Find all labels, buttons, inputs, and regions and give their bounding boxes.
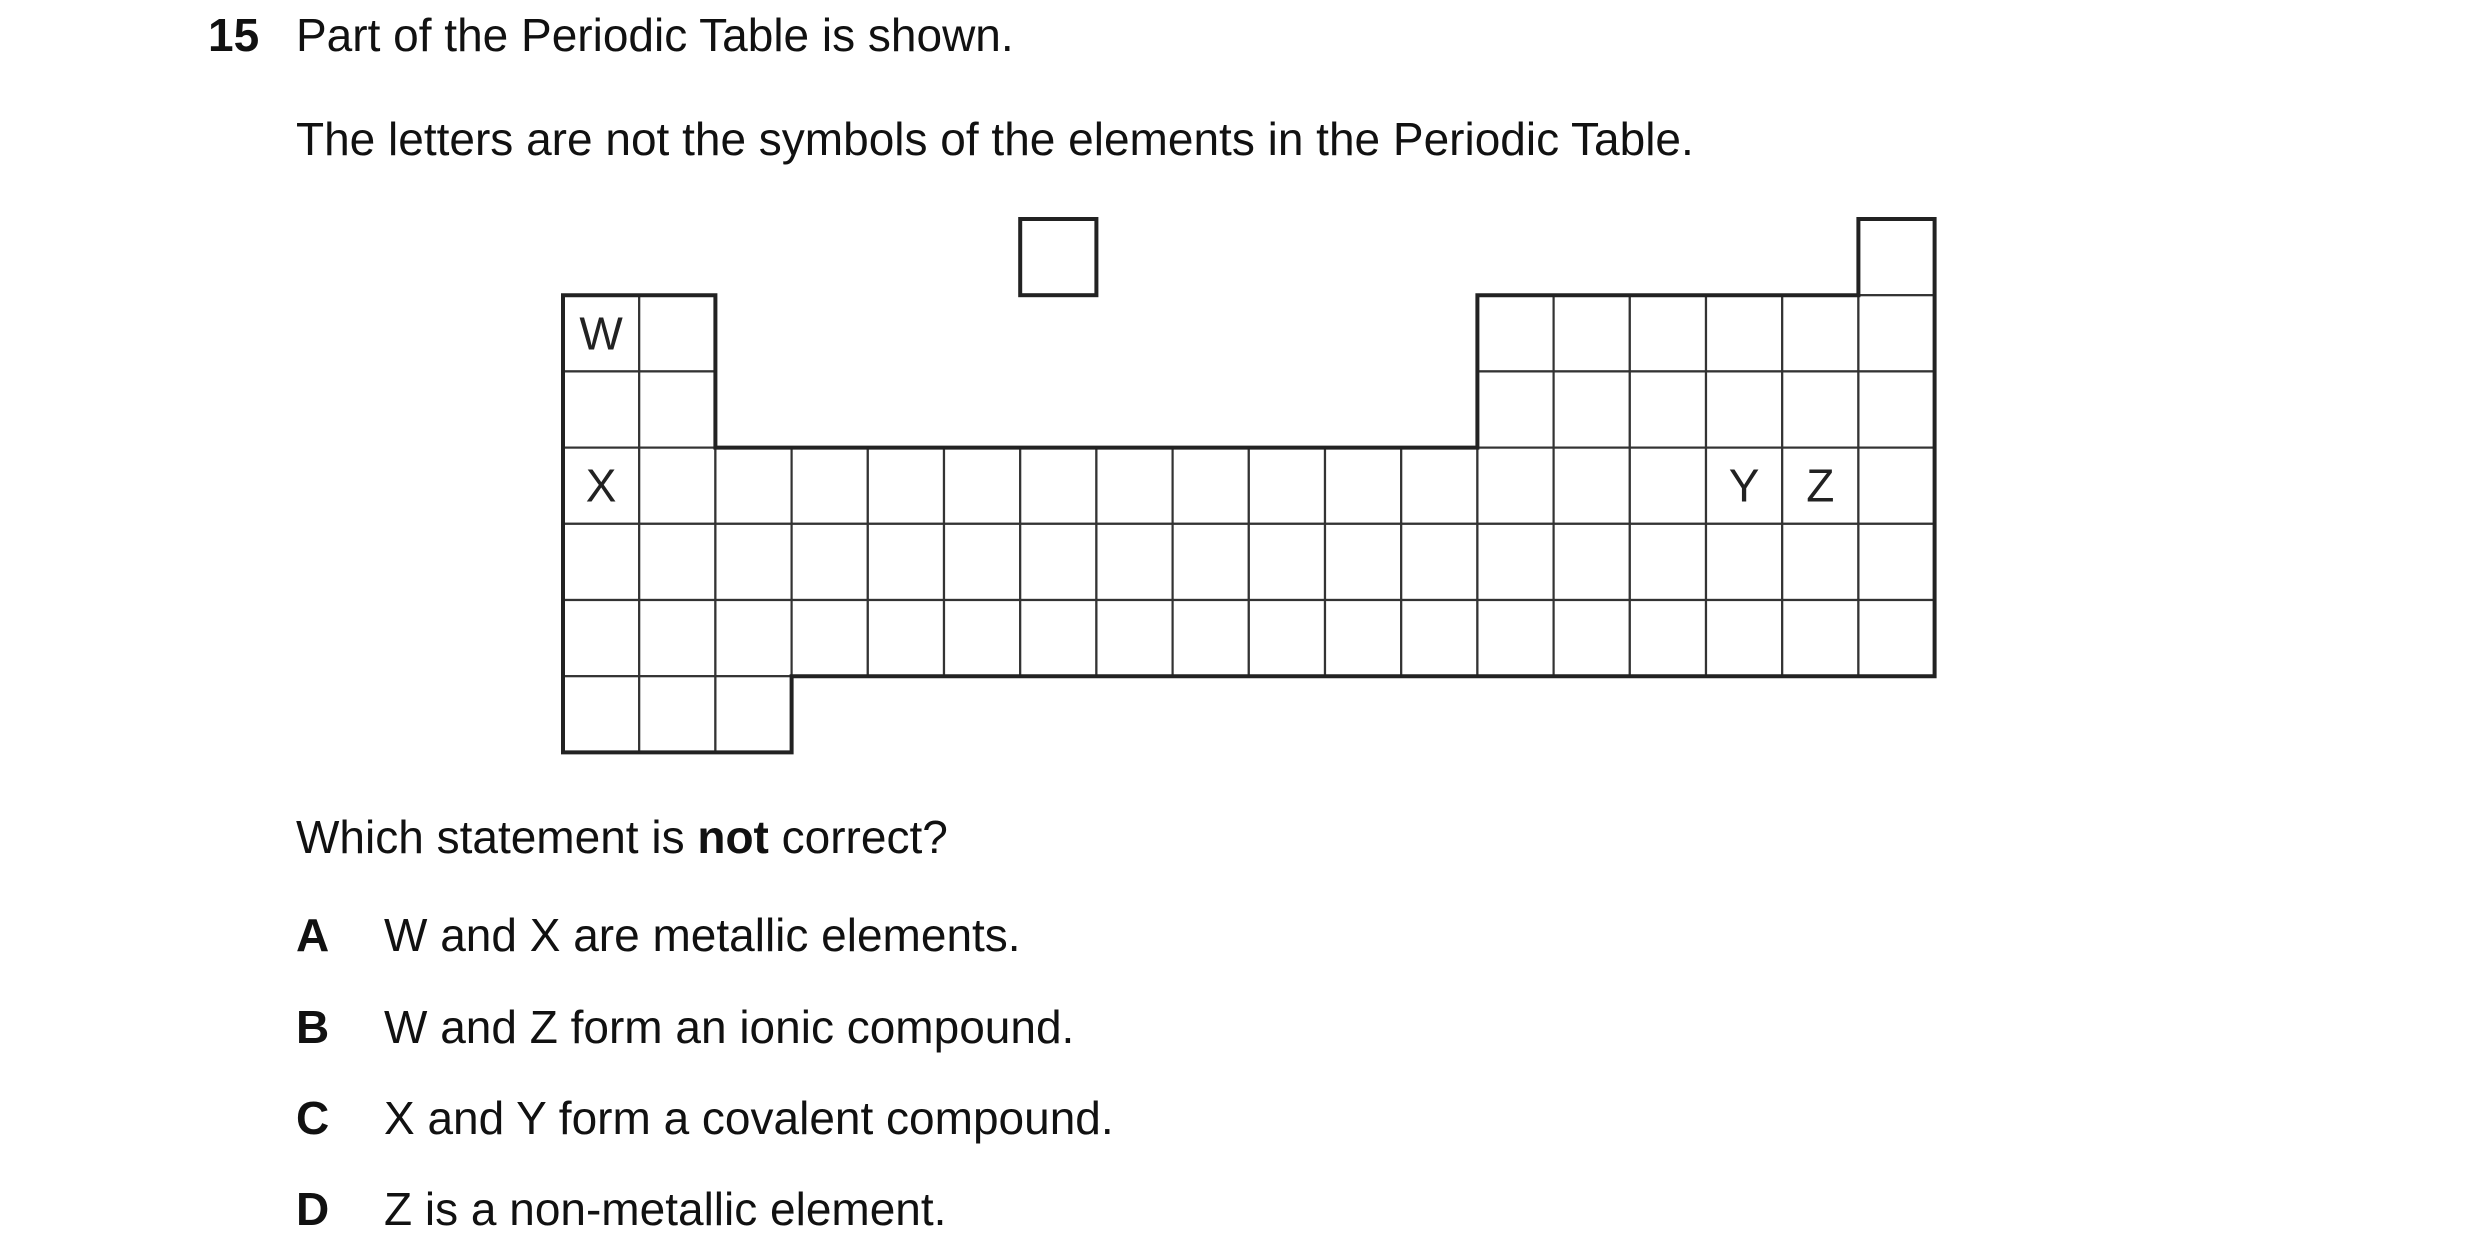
table-cell bbox=[563, 676, 639, 752]
table-cell bbox=[792, 448, 868, 524]
option-text: W and X are metallic elements. bbox=[384, 909, 1021, 961]
table-cell bbox=[1401, 600, 1477, 676]
table-cell bbox=[1858, 219, 1934, 295]
table-cell bbox=[639, 524, 715, 600]
table-cell bbox=[1782, 524, 1858, 600]
table-cell bbox=[1096, 448, 1172, 524]
option-text: X and Y form a covalent compound. bbox=[384, 1092, 1114, 1144]
table-cell bbox=[1096, 600, 1172, 676]
table-cell bbox=[563, 600, 639, 676]
question-prompt bbox=[296, 810, 948, 864]
table-cell bbox=[1858, 524, 1934, 600]
table-cell bbox=[1554, 371, 1630, 447]
table-cell bbox=[715, 524, 791, 600]
table-cell bbox=[1173, 524, 1249, 600]
table-cell bbox=[1020, 219, 1096, 295]
table-cell bbox=[1554, 600, 1630, 676]
table-cell bbox=[1858, 371, 1934, 447]
table-cell bbox=[1477, 448, 1553, 524]
table-cell bbox=[639, 676, 715, 752]
table-cell bbox=[1630, 600, 1706, 676]
option-letter: D bbox=[296, 1183, 330, 1235]
table-cell bbox=[944, 524, 1020, 600]
table-cell bbox=[1249, 600, 1325, 676]
table-cell bbox=[1782, 295, 1858, 371]
table-cell bbox=[1020, 524, 1096, 600]
element-letter-y: Y bbox=[1728, 459, 1760, 512]
element-letter-x: X bbox=[585, 459, 617, 512]
table-cell bbox=[1706, 524, 1782, 600]
option-letter: A bbox=[296, 909, 330, 961]
table-cell bbox=[1477, 524, 1553, 600]
table-cell bbox=[1706, 371, 1782, 447]
table-cell bbox=[639, 448, 715, 524]
prompt-emphasis: not bbox=[697, 811, 769, 863]
table-cell bbox=[563, 371, 639, 447]
table-cell bbox=[1325, 600, 1401, 676]
table-cell bbox=[1325, 448, 1401, 524]
table-cell bbox=[715, 448, 791, 524]
table-cell bbox=[1249, 524, 1325, 600]
table-cell bbox=[1630, 295, 1706, 371]
table-cell bbox=[1477, 295, 1553, 371]
question-number: 15 bbox=[208, 9, 260, 61]
table-cell bbox=[868, 600, 944, 676]
question-intro: Part of the Periodic Table is shown. bbox=[296, 9, 1014, 61]
table-cell bbox=[944, 600, 1020, 676]
prompt-start: Which statement is bbox=[296, 811, 698, 863]
table-cell bbox=[868, 524, 944, 600]
prompt-end: correct? bbox=[768, 811, 948, 863]
table-cell bbox=[1020, 448, 1096, 524]
table-cell bbox=[792, 524, 868, 600]
table-cell bbox=[715, 600, 791, 676]
table-cell bbox=[1554, 295, 1630, 371]
element-letter-z: Z bbox=[1806, 459, 1835, 512]
table-cell bbox=[1020, 600, 1096, 676]
table-cell bbox=[715, 676, 791, 752]
option-text: W and Z form an ionic compound. bbox=[384, 1001, 1075, 1053]
table-cell bbox=[1325, 524, 1401, 600]
table-cell bbox=[1477, 371, 1553, 447]
table-cell bbox=[1630, 371, 1706, 447]
table-cell bbox=[944, 448, 1020, 524]
table-cell bbox=[1782, 600, 1858, 676]
table-cell bbox=[868, 448, 944, 524]
table-cell bbox=[1554, 448, 1630, 524]
table-cell bbox=[1858, 448, 1934, 524]
table-cell bbox=[639, 600, 715, 676]
table-cell bbox=[1096, 524, 1172, 600]
table-cell bbox=[1401, 448, 1477, 524]
table-cell bbox=[1858, 600, 1934, 676]
table-cell bbox=[1554, 524, 1630, 600]
table-cell bbox=[1249, 448, 1325, 524]
table-cell bbox=[1706, 295, 1782, 371]
table-cell bbox=[1173, 448, 1249, 524]
table-cell bbox=[1858, 295, 1934, 371]
table-cell bbox=[563, 524, 639, 600]
table-cell bbox=[792, 600, 868, 676]
element-letter-w: W bbox=[579, 307, 623, 360]
table-cell bbox=[1401, 524, 1477, 600]
question-note: The letters are not the symbols of the elements in the Periodic Table. bbox=[296, 113, 1694, 165]
table-cell bbox=[1630, 524, 1706, 600]
table-cell bbox=[1782, 371, 1858, 447]
table-cell bbox=[639, 371, 715, 447]
table-cell bbox=[1173, 600, 1249, 676]
table-cell bbox=[1477, 600, 1553, 676]
table-cell bbox=[1706, 600, 1782, 676]
option-text: Z is a non-metallic element. bbox=[384, 1183, 947, 1235]
table-cell bbox=[639, 295, 715, 371]
option-letter: B bbox=[296, 1001, 330, 1053]
option-letter: C bbox=[296, 1092, 330, 1144]
table-cell bbox=[1630, 448, 1706, 524]
